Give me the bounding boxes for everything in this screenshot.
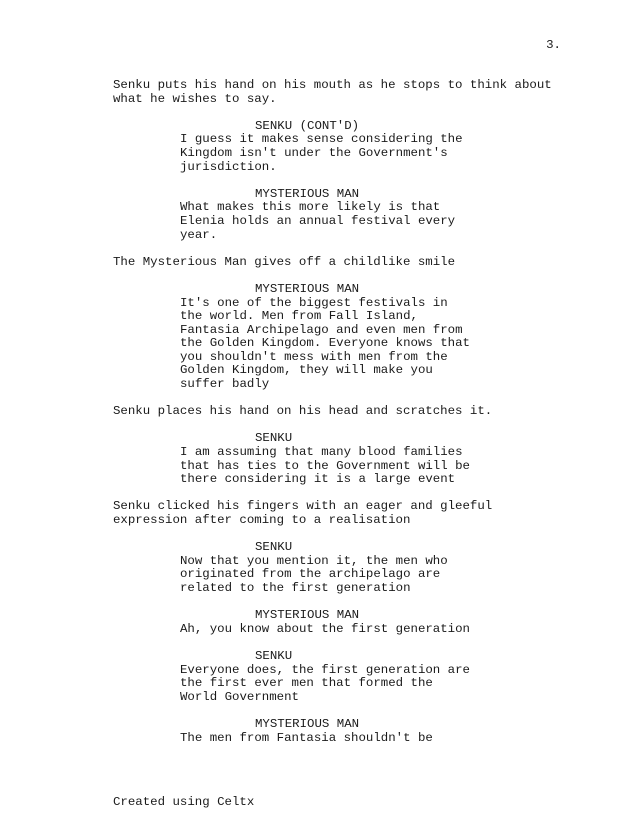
character-cue: SENKU xyxy=(255,431,293,446)
page-number: 3. xyxy=(546,38,561,52)
dialogue-line: It's one of the biggest festivals in the world. Men from Fall Island, Fantasia Archipelago and even men from the Golden Kingdom. Everyone knows that you shouldn't mess with men from the Golden Kingdom, they will make you suffer badly xyxy=(180,295,470,392)
footer-credit: Created using Celtx xyxy=(113,795,255,809)
dialogue-line: I guess it makes sense considering the Kingdom isn't under the Government's jurisdiction. xyxy=(180,132,463,174)
character-cue: MYSTERIOUS MAN xyxy=(255,608,360,623)
action-line: Senku clicked his fingers with an eager and gleeful expression after coming to a realisation xyxy=(113,499,493,527)
action-line: The Mysterious Man gives off a childlike smile xyxy=(113,254,456,269)
character-cue: MYSTERIOUS MAN xyxy=(255,281,360,296)
dialogue-line: The men from Fantasia shouldn't be xyxy=(180,730,433,745)
character-cue: MYSTERIOUS MAN xyxy=(255,186,360,201)
screenplay-body xyxy=(113,79,573,745)
dialogue-line: Now that you mention it, the men who originated from the archipelago are related to the first generation xyxy=(180,553,448,595)
dialogue-line: What makes this more likely is that Elenia holds an annual festival every year. xyxy=(180,200,456,242)
character-cue: SENKU (CONT'D) xyxy=(255,118,360,133)
action-line: Senku places his hand on his head and scratches it. xyxy=(113,404,493,419)
dialogue-line: Everyone does, the first generation are the first ever men that formed the World Government xyxy=(180,662,470,704)
character-cue: MYSTERIOUS MAN xyxy=(255,716,360,731)
action-line: Senku puts his hand on his mouth as he stops to think about what he wishes to say. xyxy=(113,78,552,106)
character-cue: SENKU xyxy=(255,540,293,555)
dialogue-line: I am assuming that many blood families that has ties to the Government will be there considering it is a large event xyxy=(180,445,470,487)
dialogue-line: Ah, you know about the first generation xyxy=(180,621,470,636)
character-cue: SENKU xyxy=(255,648,293,663)
